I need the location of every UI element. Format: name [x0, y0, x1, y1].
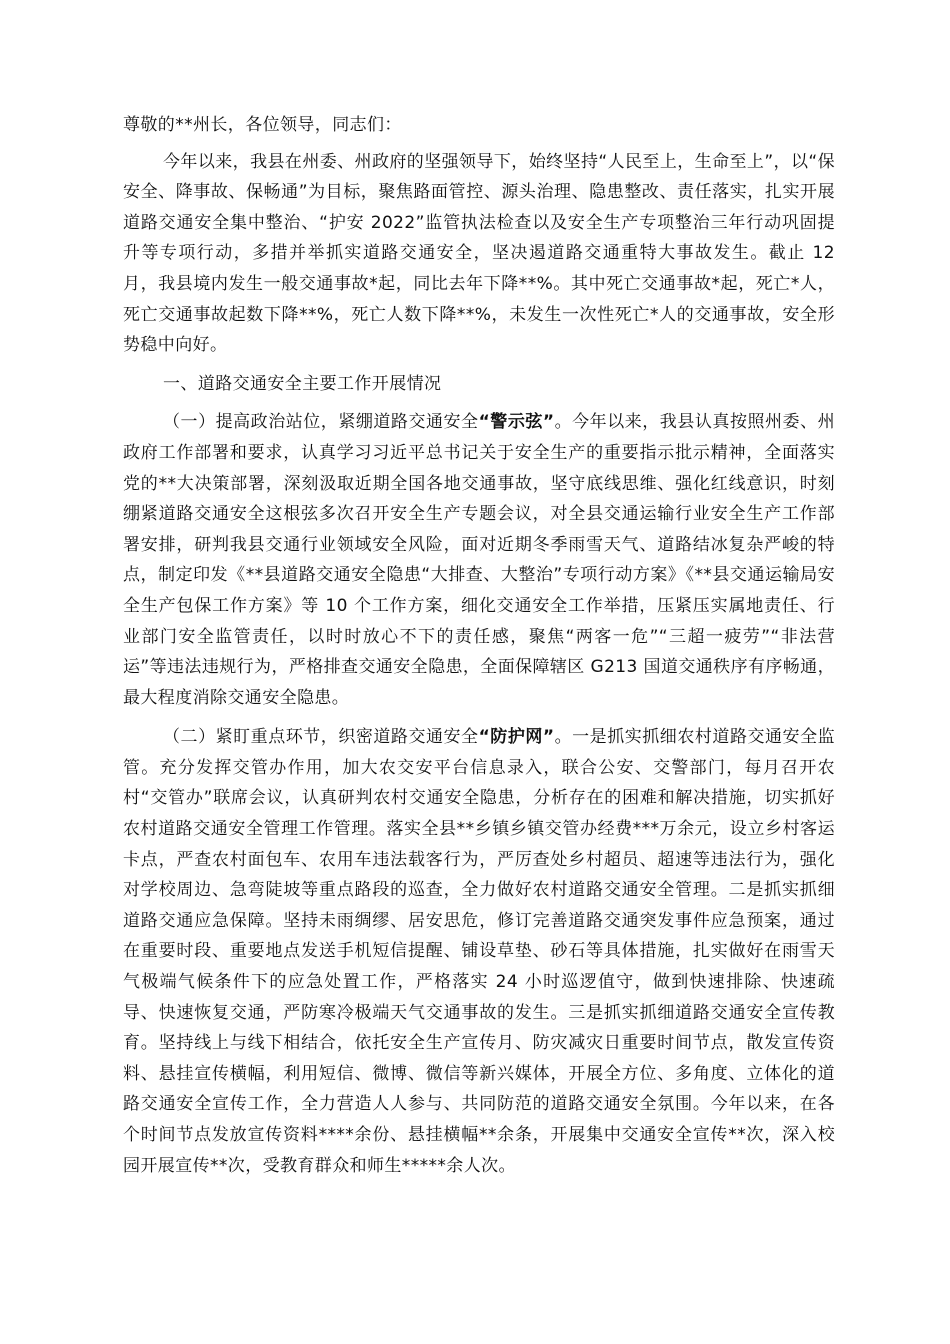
greeting: 尊敬的**州长，各位领导，同志们： — [123, 115, 402, 135]
intro-paragraph: 今年以来，我县在州委、州政府的坚强领导下，始终坚持“人民至上，生命至上”，以“保安全、降事故、保畅通”为目标，聚焦路面管控、源头治理、隐患整改、责任落实，扎实开展道路交通安全集中整治、“护安 2022”监管执法检查以及安全生产专项整治三年行动巩固提升等专项行动，多措并举抓实道路交通安全，坚决遏道路交通重特大事故发生。截止 12 月，我县境内发生一般交通事故*起，同比去年下降**%。其中死亡交通事故*起，死亡*人，死亡交通事故起数下降**%，死亡人数下降**%，未发生一次性死亡*人的交通事故，安全形势稳中向好。 — [123, 151, 835, 356]
subsection-2-keyword: “防护网” — [478, 727, 555, 748]
section-heading: 一、道路交通安全主要工作开展情况 — [163, 373, 442, 394]
document-page — [123, 110, 835, 1181]
subsection-1-text: 。今年以来，我县认真按照州委、州政府工作部署和要求，认真学习习近平总书记关于安全生产的重要指示批示精神，全面落实党的**大决策部署，深刻汲取近期全国各地交通事故，坚守底线思维、强化红线意识，时刻绷紧道路交通安全这根弦多次召开安全生产专题会议，对全县交通运输行业安全生产工作部署安排，研判我县交通行业领域安全风险，面对近期冬季雨雪天气、道路结冰复杂严峻的特点，制定印发《**县道路交通安全隐患“大排查、大整治”专项行动方案》《**县交通运输局安全生产包保工作方案》等 10 个工作方案，细化交通安全工作举措，压紧压实属地责任、行业部门安全监管责任，以时时放心不下的责任感，聚焦“两客一危”“三超一疲劳”“非法营运”等违法违规行为，严格排查交通安全隐患，全面保障辖区 G213 国道交通秩序有序畅通，最大程度消除交通安全隐患。 — [123, 412, 836, 708]
subsection-2-text: 。一是抓实抓细农村道路交通安全监管。充分发挥交管办作用，加大农交安平台信息录入，联合公安、交警部门，每月召开农村“交管办”联席会议，认真研判农村交通安全隐患，分析存在的困难和解决措施，切实抓好农村道路交通安全管理工作管理。落实全县**乡镇乡镇交管办经费***万余元，设立乡村客运卡点，严查农村面包车、农用车违法载客行为，严厉查处乡村超员、超速等违法行为，强化对学校周边、急弯陡坡等重点路段的巡查，全力做好农村道路交通安全管理。二是抓实抓细道路交通应急保障。坚持未雨绸缪、居安思危，修订完善道路交通突发事件应急预案，通过在重要时段、重要地点发送手机短信提醒、铺设草垫、砂石等具体措施，扎实做好在雨雪天气极端气候条件下的应急处置工作，严格落实 24 小时巡逻值守，做到快速排除、快速疏导、快速恢复交通，严防寒冷极端天气交通事故的发生。三是抓实抓细道路交通安全宣传教育。坚持线上与线下相结合，依托安全生产宣传月、防灾减灾日重要时间节点，散发宣传资料、悬挂宣传横幅，利用短信、微博、微信等新兴媒体，开展全方位、多角度、立体化的道路交通安全宣传工作，全力营造人人参与、共同防范的道路交通安全氛围。今年以来，在各个时间节点发放宣传资料****余份、悬挂横幅**余条，开展集中交通安全宣传**次，深入校园开展宣传**次，受教育群众和师生*****余人次。 — [123, 727, 836, 1176]
subsection-1-keyword: “警示弦” — [478, 412, 555, 433]
subsection-1-paragraph — [123, 407, 835, 713]
subsection-1-lead: （一）提高政治站位，紧绷道路交通安全 — [163, 412, 479, 433]
subsection-2-lead: （二）紧盯重点环节，织密道路交通安全 — [163, 727, 479, 748]
subsection-2-paragraph — [123, 722, 835, 1181]
